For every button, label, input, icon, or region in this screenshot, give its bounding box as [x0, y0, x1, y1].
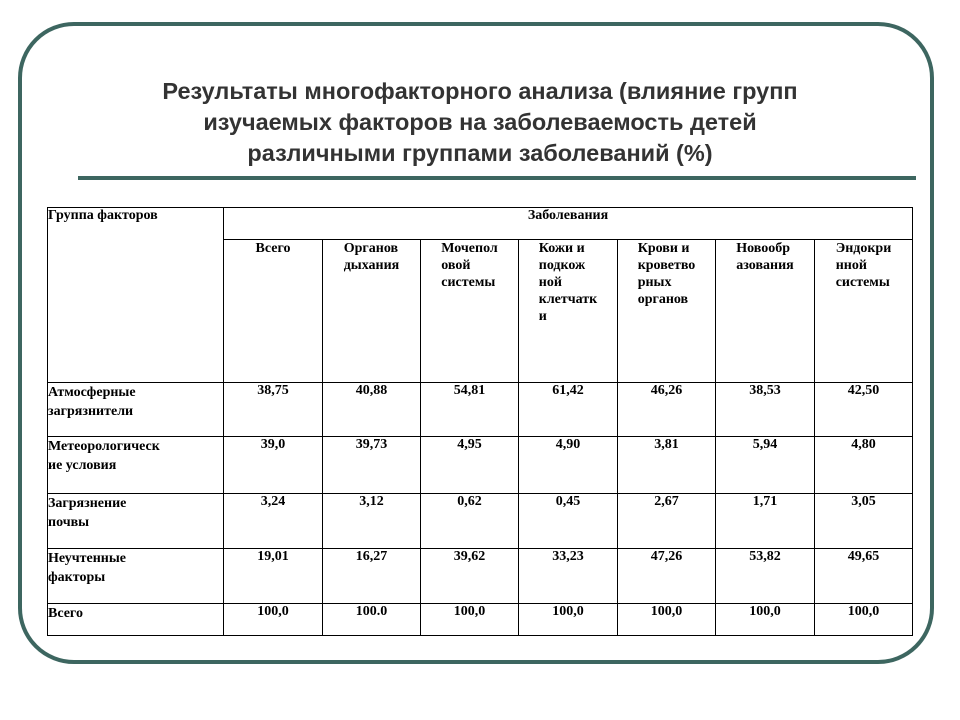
- value-cell: 47,26: [618, 549, 716, 604]
- row-label-line: Всего: [48, 606, 83, 621]
- value-cell: 3,81: [618, 437, 716, 494]
- column-header-line: нной: [835, 258, 867, 273]
- column-header-label: [441, 240, 498, 291]
- row-label-line: Неучтенные: [48, 551, 127, 566]
- value-cell: 16,27: [323, 549, 421, 604]
- column-header-line: клетчатк: [538, 292, 598, 307]
- column-header-line: системы: [835, 275, 890, 290]
- row-label-line: факторы: [48, 570, 106, 585]
- row-label: [48, 494, 224, 549]
- column-header-label: [539, 240, 598, 325]
- title-underline: [78, 176, 916, 180]
- row-label: [48, 549, 224, 604]
- row-label: [48, 604, 224, 636]
- value-cell: 61,42: [519, 383, 618, 437]
- value-cell: 4,95: [421, 437, 519, 494]
- value-cell: 100,0: [421, 604, 519, 636]
- column-header-line: Крови и: [637, 241, 690, 256]
- column-header-line: кроветво: [637, 258, 696, 273]
- column-header-label: [256, 240, 291, 257]
- column-header: [224, 240, 323, 383]
- column-header-line: Органов: [343, 241, 399, 256]
- value-cell: 100,0: [519, 604, 618, 636]
- table-row: [48, 383, 913, 437]
- value-cell: 39,62: [421, 549, 519, 604]
- title-line-1: Результаты многофакторного анализа (влияние групп: [162, 78, 798, 104]
- column-header-line: и: [538, 309, 547, 324]
- column-header-line: овой: [441, 258, 471, 273]
- row-label-line: Загрязнение: [48, 496, 127, 511]
- disease-header-label: Заболевания: [527, 208, 609, 223]
- row-label-line: ие условия: [48, 458, 117, 473]
- column-header-line: Эндокри: [835, 241, 892, 256]
- slide-title: [60, 76, 900, 169]
- value-cell: 40,88: [323, 383, 421, 437]
- column-header-line: ной: [538, 275, 562, 290]
- column-header: [815, 240, 913, 383]
- row-label: [48, 383, 224, 437]
- title-line-3: различными группами заболеваний (%): [247, 140, 713, 166]
- row-label-line: Метеорологическ: [48, 439, 160, 454]
- value-cell: 1,71: [716, 494, 815, 549]
- column-header: [421, 240, 519, 383]
- value-cell: 3,24: [224, 494, 323, 549]
- value-cell: 38,53: [716, 383, 815, 437]
- value-cell: 38,75: [224, 383, 323, 437]
- row-label-line: Атмосферные: [48, 385, 136, 400]
- group-header-label: Группа факторов: [48, 208, 158, 223]
- disease-header-cell: [224, 208, 913, 240]
- column-header: [323, 240, 421, 383]
- value-cell: 46,26: [618, 383, 716, 437]
- table-row: [48, 549, 913, 604]
- group-header-cell: [48, 208, 224, 383]
- value-cell: 39,73: [323, 437, 421, 494]
- table-body: [48, 383, 913, 636]
- column-header-line: азования: [736, 258, 794, 273]
- column-header-line: системы: [441, 275, 496, 290]
- value-cell: 4,90: [519, 437, 618, 494]
- column-header-label: [344, 240, 400, 274]
- column-header-line: дыхания: [343, 258, 400, 273]
- row-label: [48, 437, 224, 494]
- table-row: [48, 494, 913, 549]
- value-cell: 3,05: [815, 494, 913, 549]
- column-header-label: [836, 240, 892, 291]
- value-cell: 100,0: [815, 604, 913, 636]
- value-cell: 33,23: [519, 549, 618, 604]
- table-row: [48, 437, 913, 494]
- column-header-label: [638, 240, 696, 308]
- title-line-2: изучаемых факторов на заболеваемость детей: [203, 109, 757, 135]
- value-cell: 100,0: [618, 604, 716, 636]
- column-header-line: рных: [637, 275, 672, 290]
- value-cell: 53,82: [716, 549, 815, 604]
- value-cell: 3,12: [323, 494, 421, 549]
- row-label-line: загрязнители: [48, 404, 134, 419]
- column-header-label: [736, 240, 793, 274]
- column-header: [618, 240, 716, 383]
- value-cell: 19,01: [224, 549, 323, 604]
- value-cell: 2,67: [618, 494, 716, 549]
- table-row: [48, 604, 913, 636]
- value-cell: 54,81: [421, 383, 519, 437]
- value-cell: 5,94: [716, 437, 815, 494]
- column-header-line: Кожи и: [538, 241, 585, 256]
- column-header-line: органов: [637, 292, 689, 307]
- column-header-line: подкож: [538, 258, 586, 273]
- value-cell: 0,62: [421, 494, 519, 549]
- value-cell: 49,65: [815, 549, 913, 604]
- row-label-line: почвы: [48, 515, 90, 530]
- column-header-line: Всего: [255, 241, 291, 256]
- value-cell: 4,80: [815, 437, 913, 494]
- column-header: [519, 240, 618, 383]
- column-header-line: Мочепол: [441, 241, 498, 256]
- results-table: [47, 207, 913, 636]
- value-cell: 100,0: [716, 604, 815, 636]
- value-cell: 0,45: [519, 494, 618, 549]
- column-header-line: Новообр: [736, 241, 791, 256]
- column-header: [716, 240, 815, 383]
- value-cell: 42,50: [815, 383, 913, 437]
- value-cell: 100.0: [323, 604, 421, 636]
- value-cell: 39,0: [224, 437, 323, 494]
- value-cell: 100,0: [224, 604, 323, 636]
